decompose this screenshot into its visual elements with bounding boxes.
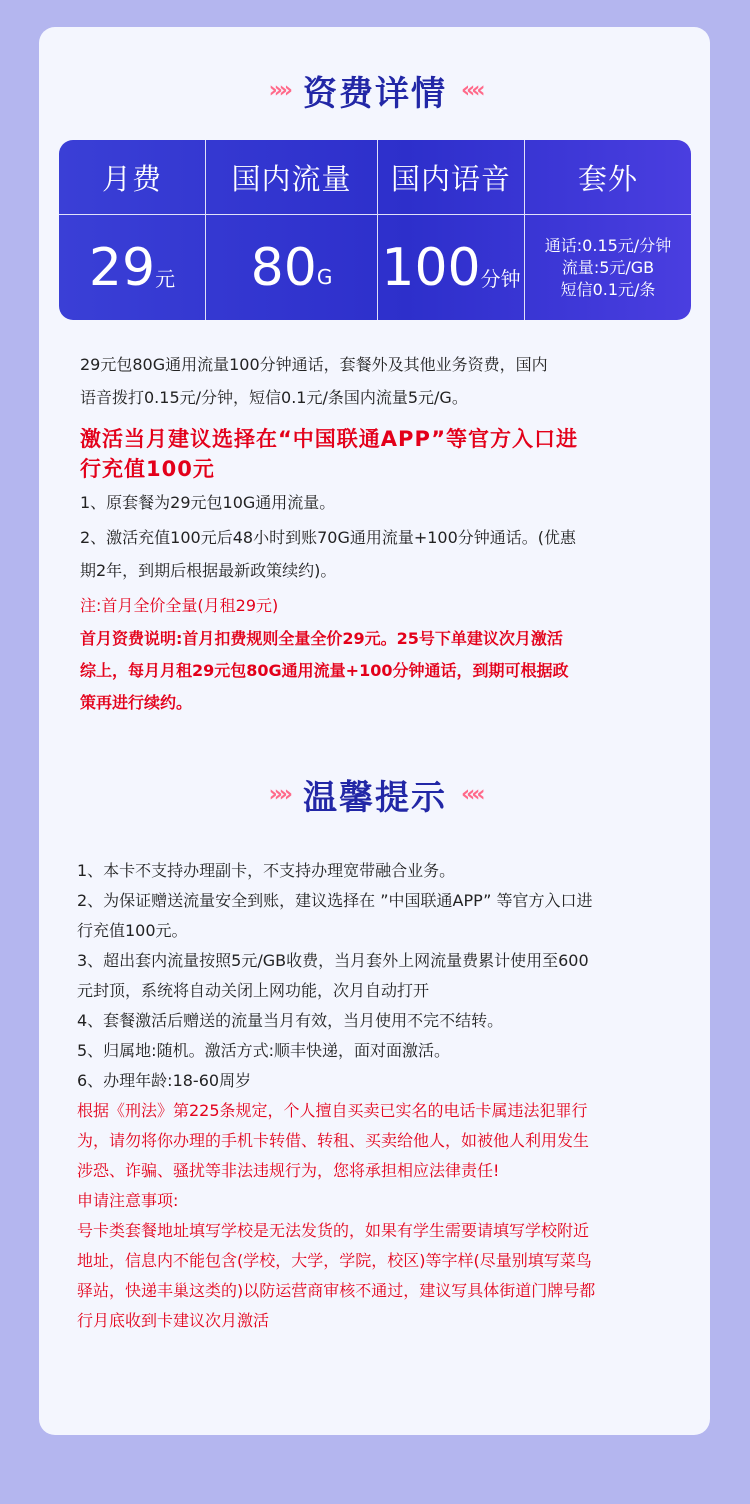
intro-text xyxy=(80,348,692,414)
law-line: 为，请勿将你办理的手机卡转借、转租、买卖给他人，如被他人利用发生 xyxy=(77,1131,590,1150)
tip-item: 3、超出套内流量按照5元/GB收费，当月套外上网流量费累计使用至600 xyxy=(77,951,589,970)
header-domestic-voice: 国内语音 xyxy=(378,140,525,214)
detail-item-1 xyxy=(80,486,692,519)
tip-item: 元封顶，系统将自动关闭上网功能，次月自动打开 xyxy=(77,981,430,1000)
intro-line: 29元包80G通用流量100分钟通话，套餐外及其他业务资费，国内 xyxy=(80,355,548,374)
tip-item: 1、本卡不支持办理副卡，不支持办理宽带融合业务。 xyxy=(77,861,456,880)
voice-unit: 分钟 xyxy=(480,266,521,291)
chevron-left-icon: «« xyxy=(461,782,482,807)
law-line: 涉恐、诈骗、骚扰等非法违规行为，您将承担相应法律责任! xyxy=(77,1161,500,1180)
section-title-pricing xyxy=(0,66,750,115)
apply-line: 地址，信息内不能包含(学校，大学，学院，校区)等字样(尽量别填写菜鸟 xyxy=(77,1251,592,1270)
monthly-fee-value: 29 xyxy=(88,238,156,298)
item1-text: 1、原套餐为29元包10G通用流量。 xyxy=(80,493,336,512)
intro-line: 语音拨打0.15元/分钟，短信0.1元/条国内流量5元/G。 xyxy=(80,388,468,407)
pricing-title: 资费详情 xyxy=(303,74,447,114)
data-cell xyxy=(206,215,378,320)
table-header-row xyxy=(59,140,691,215)
detail-item-2 xyxy=(80,521,692,587)
chevron-right-icon: »» xyxy=(268,782,289,807)
tip-item: 6、办理年龄:18-60周岁 xyxy=(77,1071,252,1090)
apply-title: 申请注意事项: xyxy=(77,1191,179,1210)
tip-item: 5、归属地:随机。激活方式:顺丰快递，面对面激活。 xyxy=(77,1041,450,1060)
data-value: 80 xyxy=(250,238,317,298)
monthly-fee-cell xyxy=(59,215,206,320)
extra-cell xyxy=(525,215,691,320)
first-month-line: 综上，每月月租29元包80G通用流量+100分钟通话，到期可根据政 xyxy=(80,661,569,680)
chevron-right-icon: »» xyxy=(268,78,289,103)
recharge-notice xyxy=(80,424,692,484)
apply-line: 驿站，快递丰巢这类的)以防运营商审核不通过，建议写具体街道门牌号都 xyxy=(77,1281,596,1300)
first-month-line: 首月资费说明:首月扣费规则全量全价29元。25号下单建议次月激活 xyxy=(80,629,563,648)
pricing-table xyxy=(59,140,691,320)
header-domestic-data: 国内流量 xyxy=(206,140,378,214)
recharge-line: 激活当月建议选择在“中国联通APP”等官方入口进 xyxy=(80,427,579,451)
first-month-explanation xyxy=(80,623,692,719)
apply-line: 行月底收到卡建议次月激活 xyxy=(77,1311,270,1330)
extra-call-rate: 通话:0.15元/分钟 xyxy=(544,236,672,255)
header-extra: 套外 xyxy=(577,161,638,196)
tip-item: 2、为保证赠送流量安全到账，建议选择在 ”中国联通APP” 等官方入口进 xyxy=(77,891,593,910)
monthly-fee-unit: 元 xyxy=(155,266,176,291)
extra-sms-rate: 短信0.1元/条 xyxy=(560,280,656,299)
first-month-note xyxy=(80,589,692,622)
tips-list xyxy=(77,856,697,1336)
apply-line: 号卡类套餐地址填写学校是无法发货的，如果有学生需要请填写学校附近 xyxy=(77,1221,590,1240)
item2-line: 2、激活充值100元后48小时到账70G通用流量+100分钟通话。(优惠 xyxy=(80,528,577,547)
section-title-tips xyxy=(0,770,750,819)
extra-data-rate: 流量:5元/GB xyxy=(561,258,655,277)
tip-item: 4、套餐激活后赠送的流量当月有效，当月使用不完不结转。 xyxy=(77,1011,504,1030)
chevron-left-icon: «« xyxy=(461,78,482,103)
voice-value: 100 xyxy=(381,238,481,298)
tip-item: 行充值100元。 xyxy=(77,921,188,940)
table-value-row xyxy=(59,215,691,320)
recharge-line: 行充值100元 xyxy=(80,457,215,481)
first-month-line: 策再进行续约。 xyxy=(80,693,193,712)
header-monthly-fee: 月费 xyxy=(59,140,206,214)
note-text: 注:首月全价全量(月租29元) xyxy=(80,596,279,615)
tips-title: 温馨提示 xyxy=(303,778,447,818)
item2-line: 期2年，到期后根据最新政策续约)。 xyxy=(80,561,337,580)
law-line: 根据《刑法》第225条规定，个人擅自买卖已实名的电话卡属违法犯罪行 xyxy=(77,1101,588,1120)
voice-cell xyxy=(378,215,525,320)
data-unit: G xyxy=(316,265,333,289)
